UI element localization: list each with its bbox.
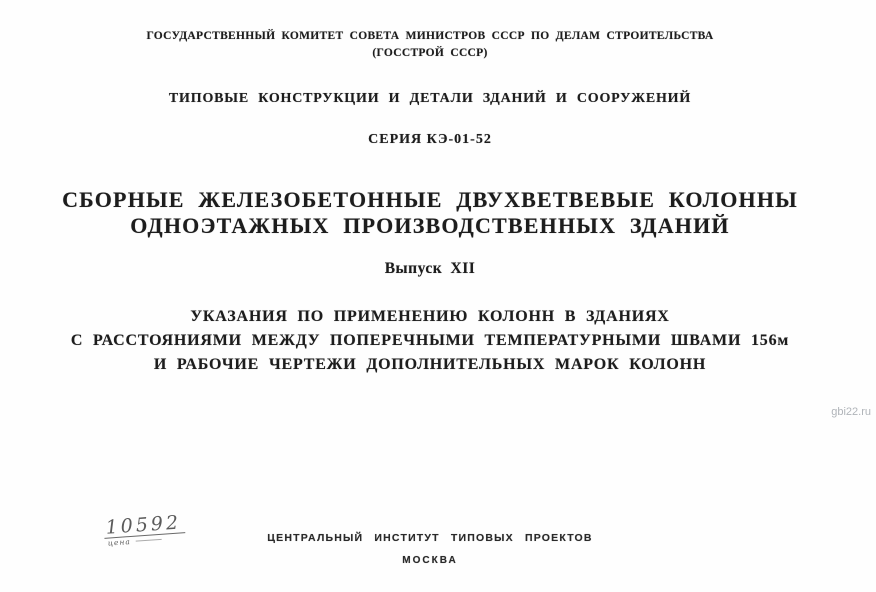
subtitle-line2: С РАССТОЯНИЯМИ МЕЖДУ ПОПЕРЕЧНЫМИ ТЕМПЕРАТУРНЫМИ ШВАМИ 156м	[70, 332, 790, 349]
committee-header	[0, 28, 860, 62]
document-subtitle	[0, 305, 860, 377]
site-watermark: gbi22.ru	[831, 406, 871, 418]
inventory-number: 10592	[103, 513, 186, 539]
document-title-line2: ОДНОЭТАЖНЫХ ПРОИЗВОДСТВЕННЫХ ЗДАНИЙ	[130, 213, 730, 238]
series-number: СЕРИЯ КЭ-01-52	[368, 132, 492, 147]
committee-line2: (ГОССТРОЙ СССР)	[372, 47, 488, 59]
issue-label: Выпуск XII	[384, 260, 476, 277]
subtitle-line1: УКАЗАНИЯ ПО ПРИМЕНЕНИЮ КОЛОНН В ЗДАНИЯХ	[190, 308, 670, 325]
price-caption: цена	[104, 533, 186, 548]
publisher-name: ЦЕНТРАЛЬНЫЙ ИНСТИТУТ ТИПОВЫХ ПРОЕКТОВ	[267, 532, 593, 544]
document-title-line1: СБОРНЫЕ ЖЕЛЕЗОБЕТОННЫЕ ДВУХВЕТВЕВЫЕ КОЛОННЫ	[62, 187, 798, 212]
document-title	[0, 187, 860, 239]
series-category: ТИПОВЫЕ КОНСТРУКЦИИ И ДЕТАЛИ ЗДАНИЙ И СООРУЖЕНИЙ	[168, 91, 692, 106]
committee-line1: ГОСУДАРСТВЕННЫЙ КОМИТЕТ СОВЕТА МИНИСТРОВ СССР ПО ДЕЛАМ СТРОИТЕЛЬСТВА	[146, 30, 714, 42]
publisher-city: МОСКВА	[402, 555, 458, 566]
subtitle-line3: И РАБОЧИЕ ЧЕРТЕЖИ ДОПОЛНИТЕЛЬНЫХ МАРОК КОЛОНН	[153, 356, 707, 373]
